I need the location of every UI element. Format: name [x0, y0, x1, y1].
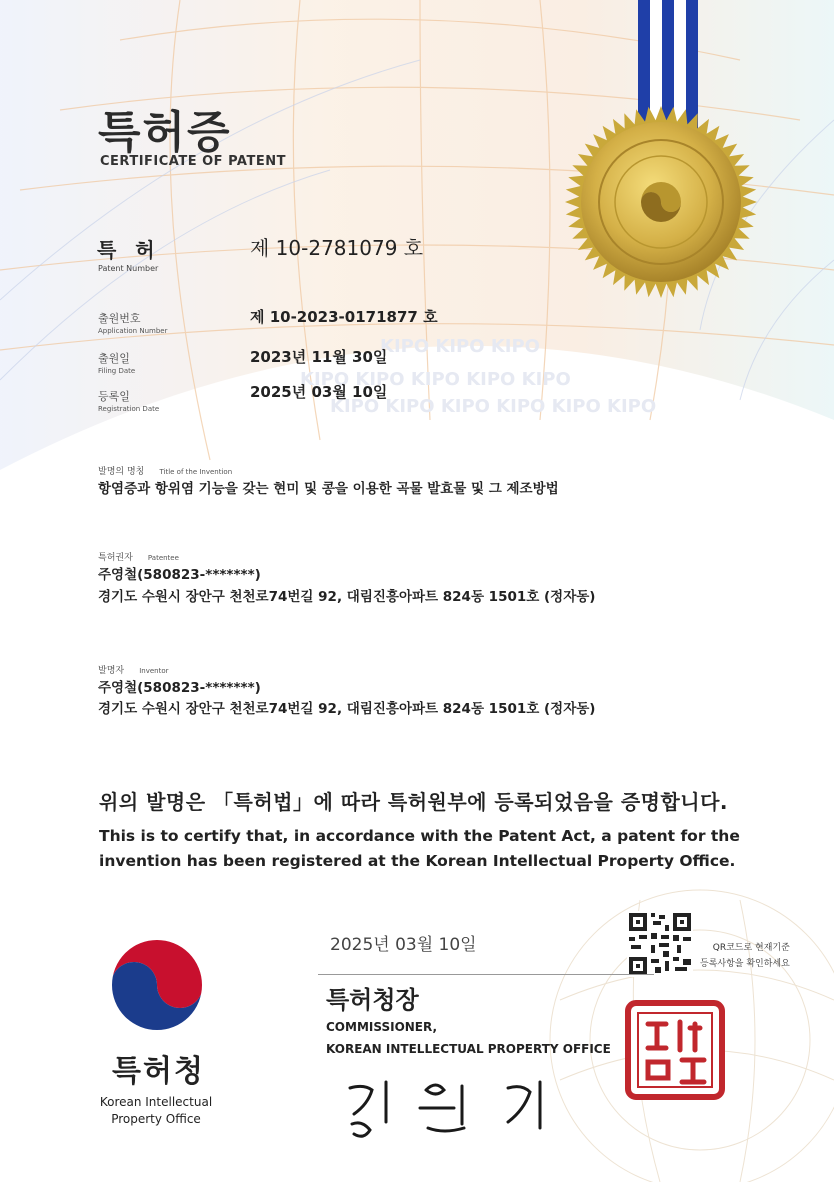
- application-number: 제 10-2023-0171877 호: [250, 308, 438, 326]
- inventor-name: 주영철(580823-*******): [98, 680, 261, 696]
- patentee-address: 경기도 수원시 장안구 천천로74번길 92, 대림진흥아파트 824동 1501호 (정자동): [98, 589, 596, 605]
- red-stamp: [628, 1003, 722, 1097]
- certification-statement-ko: 위의 발명은 「특허법」에 따라 특허원부에 등록되었음을 증명합니다.: [99, 790, 729, 814]
- patent-label-en: Patent Number: [98, 264, 159, 273]
- invention-header: [98, 459, 232, 478]
- inventor-label-en: Inventor: [139, 667, 169, 675]
- patentee-label-en: Patentee: [147, 554, 179, 562]
- registration-label-en: Registration Date: [98, 405, 160, 413]
- taegeuk-logo: [111, 939, 203, 1031]
- svg-text:KIPO KIPO KIPO KIPO KIPO: KIPO KIPO KIPO KIPO KIPO: [300, 369, 571, 390]
- gold-seal: [565, 106, 757, 298]
- invention-label: 발명의 명칭: [98, 467, 145, 477]
- commissioner-line-1: COMMISSIONER,: [326, 1020, 438, 1034]
- application-label: 출원번호: [98, 312, 141, 325]
- commissioner-title-en: [326, 1016, 611, 1060]
- filing-date: 2023년 11월 30일: [250, 348, 388, 366]
- certificate-subtitle: CERTIFICATE OF PATENT: [100, 154, 286, 169]
- filing-label-en: Filing Date: [98, 367, 136, 375]
- commissioner-line-2: KOREAN INTELLECTUAL PROPERTY OFFICE: [326, 1042, 611, 1056]
- kipo-name-en: [86, 1094, 226, 1128]
- divider-line: [318, 974, 654, 975]
- certification-line-1: This is to certify that, in accordance with the Patent Act, a patent for the: [99, 827, 740, 845]
- patent-label: 특 허: [97, 238, 161, 262]
- qr-code: [627, 911, 693, 977]
- svg-text:KIPO KIPO KIPO KIPO KIPO KIPO: KIPO KIPO KIPO KIPO KIPO KIPO: [330, 396, 657, 417]
- application-label-en: Application Number: [98, 327, 168, 335]
- certification-line-2: invention has been registered at the Korean Intellectual Property Office.: [99, 852, 736, 870]
- commissioner-title: 특허청장: [326, 986, 419, 1014]
- invention-title: 항염증과 항위염 기능을 갖는 현미 및 콩을 이용한 곡물 발효물 및 그 제조방법: [98, 481, 559, 497]
- invention-label-en: Title of the Invention: [159, 468, 233, 476]
- filing-label: 출원일: [98, 352, 130, 365]
- patentee-header: [98, 545, 179, 564]
- certification-statement-en: [99, 824, 740, 874]
- patentee-name: 주영철(580823-*******): [98, 567, 261, 583]
- registration-date: 2025년 03월 10일: [250, 383, 388, 401]
- certificate-title: 특허증: [98, 107, 232, 158]
- inventor-address: 경기도 수원시 장안구 천천로74번길 92, 대림진흥아파트 824동 1501호 (정자동): [98, 701, 596, 717]
- kipo-name: 특허청: [112, 1054, 205, 1089]
- qr-note-line-1: QR코드로 현재기준: [712, 943, 790, 953]
- kipo-line-2: Property Office: [111, 1112, 201, 1126]
- inventor-label: 발명자: [98, 666, 125, 676]
- issue-date: 2025년 03월 10일: [330, 935, 477, 955]
- qr-note: [700, 940, 790, 972]
- patent-number: 제 10-2781079 호: [250, 236, 424, 260]
- qr-note-line-2: 등록사항을 확인하세요: [700, 959, 790, 969]
- svg-text:KIPO KIPO KIPO: KIPO KIPO KIPO: [380, 336, 540, 357]
- kipo-line-1: Korean Intellectual: [99, 1095, 213, 1109]
- patentee-label: 특허권자: [98, 553, 133, 563]
- inventor-header: [98, 658, 168, 677]
- registration-label: 등록일: [98, 390, 130, 403]
